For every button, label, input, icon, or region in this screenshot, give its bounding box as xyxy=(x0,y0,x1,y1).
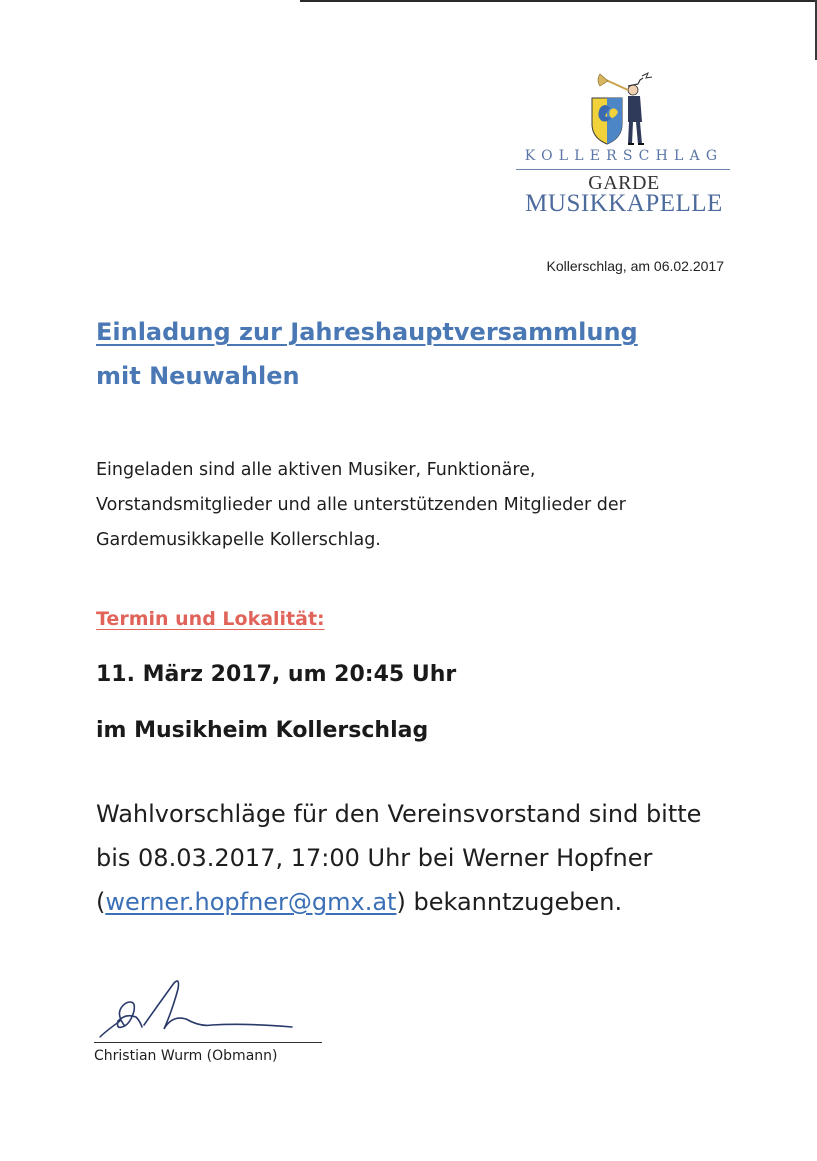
nominations-line-1: Wahlvorschläge für den Vereinsvorstand sind bitte xyxy=(96,800,702,828)
letterhead-line2: MUSIKKAPELLE xyxy=(525,190,723,217)
intro-line-2: Vorstandsmitglieder und alle unterstützenden Mitglieder der xyxy=(96,495,626,515)
intro-paragraph xyxy=(96,453,756,558)
termin-place: im Musikheim Kollerschlag xyxy=(96,718,429,743)
nominations-line-3-rest: ) bekanntzugeben. xyxy=(396,888,623,916)
nominations-line-2: bis 08.03.2017, 17:00 Uhr bei Werner Hopfner xyxy=(96,844,653,872)
intro-line-3: Gardemusikkapelle Kollerschlag. xyxy=(96,530,381,550)
email-link[interactable]: werner.hopfner@gmx.at xyxy=(105,888,397,916)
letterhead-logo xyxy=(516,68,732,218)
scan-edge-top xyxy=(300,0,817,2)
termin-date-time: 11. März 2017, um 20:45 Uhr xyxy=(96,662,457,687)
title-line-2: mit Neuwahlen xyxy=(96,362,300,390)
nominations-line-3 xyxy=(96,880,776,924)
title-line-1: Einladung zur Jahreshauptversammlung xyxy=(96,318,638,346)
coat-of-arms-trumpeter-icon xyxy=(588,68,668,148)
document-title xyxy=(96,310,736,398)
termin-heading: Termin und Lokalität: xyxy=(96,608,325,630)
handwritten-signature xyxy=(96,975,306,1045)
signer-name: Christian Wurm (Obmann) xyxy=(94,1048,278,1064)
letterhead-line1: GARDE xyxy=(588,172,660,194)
date-line: Kollerschlag, am 06.02.2017 xyxy=(546,258,724,274)
letterhead-rule xyxy=(516,169,730,170)
open-paren: ( xyxy=(96,888,106,916)
intro-line-1: Eingeladen sind alle aktiven Musiker, Funktionäre, xyxy=(96,460,536,480)
letterhead-town: KOLLERSCHLAG xyxy=(524,148,724,164)
nominations-paragraph xyxy=(96,792,776,924)
signature-line xyxy=(94,1042,322,1043)
